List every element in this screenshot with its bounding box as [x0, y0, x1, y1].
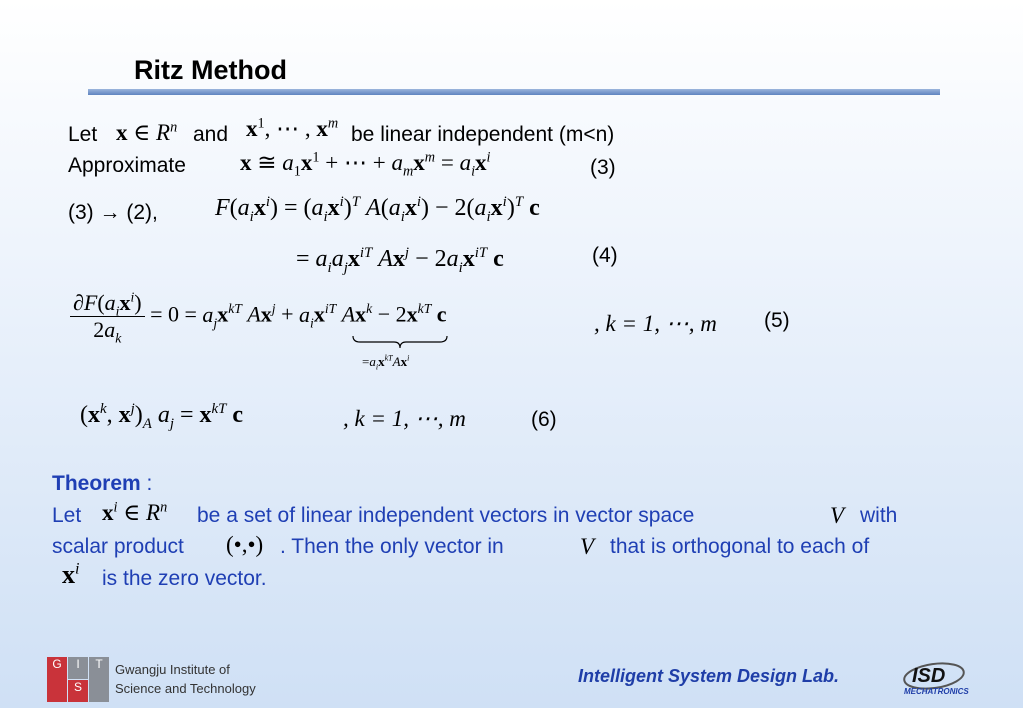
let-label: Let	[68, 123, 98, 146]
isd-logo-sub: MECHATRONICS	[904, 687, 969, 696]
eq-expanded: = $a_ia_jx^{iT}$ $Ax^j - 2a_ix^{iT}$ c	[296, 245, 504, 276]
lab-name: Intelligent System Design Lab.	[578, 666, 840, 686]
theorem-V-1: V	[830, 503, 845, 528]
eq6-range: , k = 1, ⋯, m	[343, 406, 466, 431]
isd-logo	[900, 656, 972, 698]
eq-stationarity: $\frac{\partial F(a_ix^i)}{2a_k}$ = $0 = a_jx^{kT}$ $Ax^j + a_ix^{iT}$ $Ax^k - 2x^{kT}$ c	[70, 290, 447, 343]
linear-independent-text: be linear independent (m<n)	[351, 123, 615, 146]
gist-logo	[47, 657, 256, 702]
gist-letter-i: I	[68, 657, 88, 679]
institute-line2: Science and Technology	[115, 681, 256, 696]
eq-approximation: x ≅ $a_1x^1$ + ⋯ + $a_mx^m = a_ix^i$	[240, 149, 491, 180]
theorem-x-in-Rn: $x^i$ ∈ $R^n$	[102, 499, 168, 525]
theorem-text-4: is the zero vector.	[102, 567, 267, 590]
theorem-V-2: V	[580, 534, 595, 559]
eq-number-5: (5)	[764, 309, 790, 332]
theorem-text-2: . Then the only vector in	[280, 535, 504, 558]
eq-number-4: (4)	[592, 244, 618, 267]
eq-number-3: (3)	[590, 156, 616, 179]
theorem-text-3: that is orthogonal to each of	[610, 535, 870, 558]
theorem-xi: $x^i$	[62, 560, 80, 589]
gist-letter-s: S	[68, 680, 88, 702]
eq-functional: $F(a_ix^i) = (a_ix^i)^T$ $A(a_ix^i) - 2(a_ix^i)^T$ c	[215, 194, 540, 225]
theorem-let: Let	[52, 504, 82, 527]
eq-x-sequence: $x^1$, ⋯ , $x^m$	[246, 115, 339, 141]
theorem-text-1: be a set of linear independent vectors in vector space	[197, 504, 695, 527]
theorem-scalar: scalar product	[52, 535, 184, 558]
underbrace-note: $=a_ix^{kT}Ax^i$	[362, 353, 410, 372]
theorem-inner-product: (•,•)	[226, 532, 264, 557]
approximate-label: Approximate	[68, 154, 186, 177]
slide-title: Ritz Method	[134, 55, 287, 85]
substitution-label: (3) → (2),	[68, 201, 158, 224]
underbrace	[352, 335, 448, 349]
institute-line1: Gwangju Institute of	[115, 662, 230, 677]
and-label: and	[193, 123, 229, 146]
theorem-heading	[52, 472, 152, 496]
eq5-range: , k = 1, ⋯, m	[594, 311, 717, 336]
gist-letter-g: G	[47, 657, 67, 702]
isd-logo-text: ISD	[912, 665, 946, 687]
theorem-colon: :	[140, 472, 153, 495]
title-rule	[88, 89, 940, 95]
gist-letter-t: T	[89, 657, 109, 702]
eq-x-in-Rn: x ∈ $R^n$	[116, 119, 178, 145]
eq-number-6: (6)	[531, 408, 557, 431]
theorem-heading-text: Theorem	[52, 472, 141, 495]
eq-galerkin: ($x^k$, $x^j)_A$ $a_j = x^{kT}$ c	[80, 401, 244, 432]
theorem-with: with	[860, 504, 898, 527]
